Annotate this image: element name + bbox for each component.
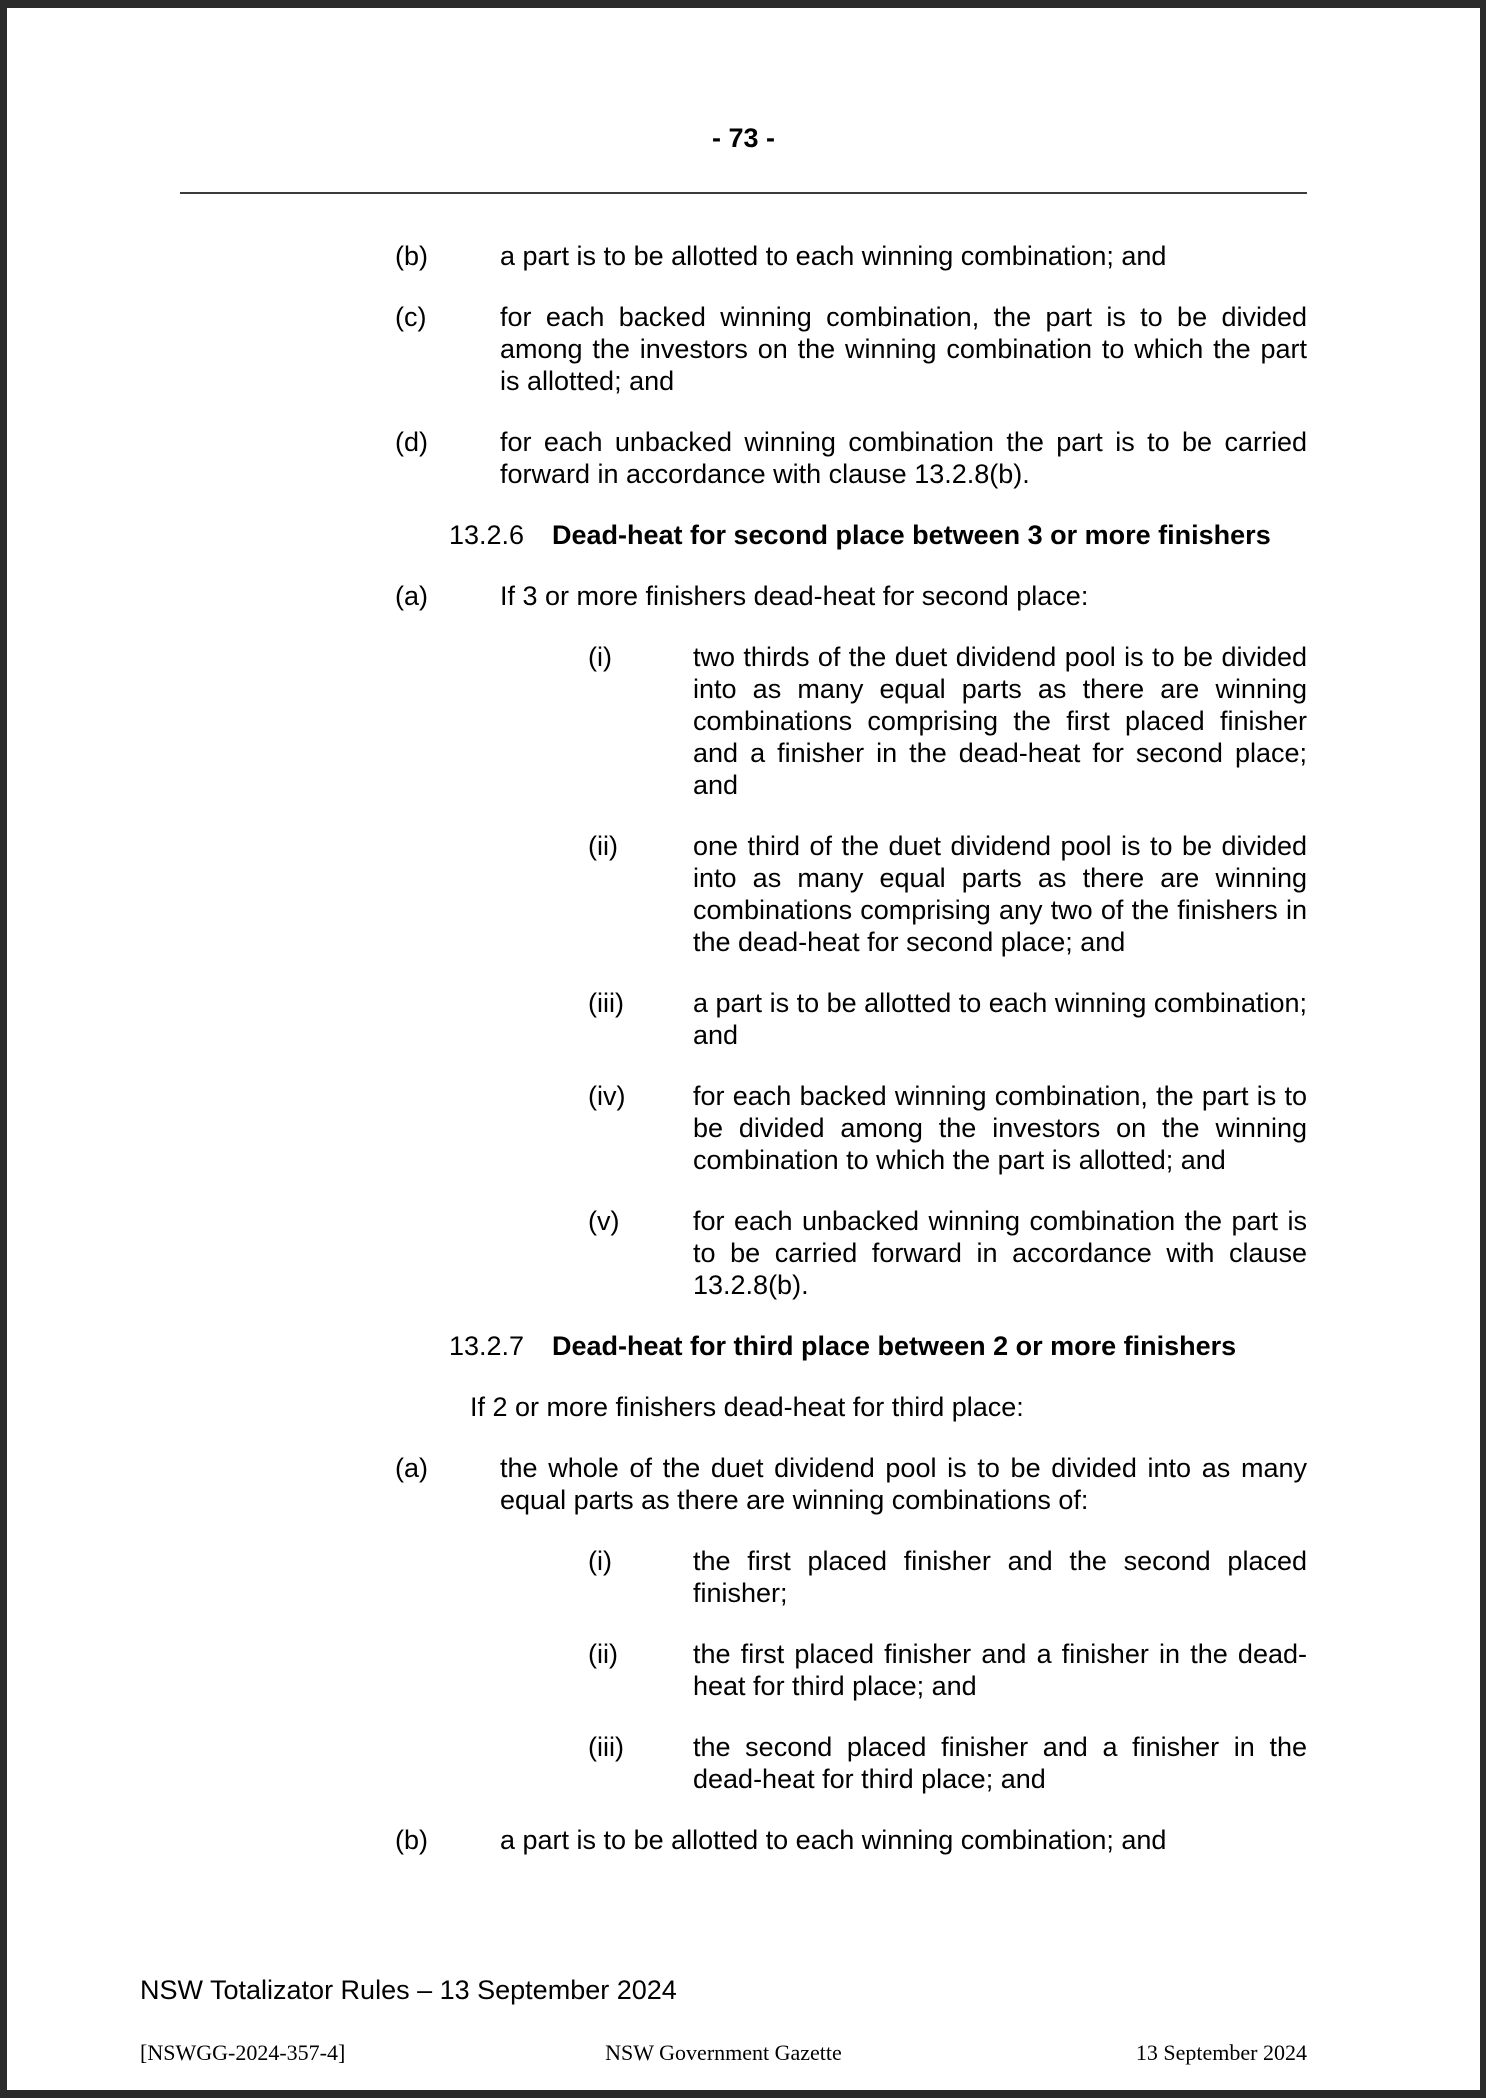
footer-reference: [NSWGG-2024-357-4]	[140, 2040, 346, 2065]
section-number: 13.2.7	[449, 1331, 525, 1361]
subclause-text: the first placed finisher and a finisher in the dead-heat for third place; and	[693, 1639, 1307, 1701]
subclause-label: (ii)	[588, 831, 618, 861]
footer-meta-row	[140, 2040, 1307, 2066]
subclause-label: (i)	[588, 642, 612, 672]
clause-text: for each unbacked winning combination the part is to be carried forward in accordance with clause 13.2.8(b).	[500, 427, 1307, 489]
footer-date: 13 September 2024	[1135, 2040, 1307, 2065]
section-number: 13.2.6	[449, 520, 525, 550]
header-rule	[180, 192, 1307, 194]
subclause-text: for each unbacked winning combination the part is to be carried forward in accordance with clause 13.2.8(b).	[693, 1206, 1307, 1300]
document-page	[7, 8, 1480, 2090]
clause-item-d	[395, 426, 1307, 490]
subclause-text: a part is to be allotted to each winning combination; and	[693, 988, 1307, 1050]
subclause-text: for each backed winning combination, the part is to be divided among the investors on the winning combination to which the part is allotted; and	[693, 1081, 1307, 1175]
section-heading-13-2-7	[449, 1330, 1307, 1362]
clause-label: (b)	[395, 1825, 428, 1855]
subclause-item-i2	[588, 1545, 1307, 1609]
clause-text: a part is to be allotted to each winning combination; and	[500, 1825, 1167, 1855]
section-title: Dead-heat for third place between 2 or more finishers	[552, 1331, 1237, 1361]
subclause-item-ii	[588, 830, 1307, 958]
subclause-item-iv	[588, 1080, 1307, 1176]
clause-item-c	[395, 301, 1307, 397]
clause-item-b2	[395, 1824, 1307, 1856]
clause-text: for each backed winning combination, the part is to be divided among the investors on the winning combination to which the part is allotted; and	[500, 302, 1307, 396]
subclause-label: (i)	[588, 1546, 612, 1576]
subclause-item-ii2	[588, 1638, 1307, 1702]
clause-label: (a)	[395, 581, 428, 611]
footer-document-title: NSW Totalizator Rules – 13 September 2024	[140, 1975, 677, 2005]
subclause-item-v	[588, 1205, 1307, 1301]
subclause-item-iii2	[588, 1731, 1307, 1795]
subclause-item-iii	[588, 987, 1307, 1051]
subclause-label: (iii)	[588, 1732, 624, 1762]
subclause-label: (ii)	[588, 1639, 618, 1669]
clause-label: (a)	[395, 1453, 428, 1483]
subclause-text: two thirds of the duet dividend pool is to be divided into as many equal parts as there are winning combinations comprising the first placed finisher and a finisher in the dead-heat for second place; and	[693, 642, 1307, 800]
clause-text: the whole of the duet dividend pool is to be divided into as many equal parts as there are winning combinations of:	[500, 1453, 1307, 1515]
clause-label: (d)	[395, 427, 428, 457]
subclause-item-i	[588, 641, 1307, 801]
clause-item-a	[395, 580, 1307, 612]
section-heading-13-2-6	[449, 519, 1307, 551]
subclause-text: one third of the duet dividend pool is to be divided into as many equal parts as there are winning combinations comprising any two of the finishers in the dead-heat for second place; and	[693, 831, 1307, 957]
subclause-label: (iii)	[588, 988, 624, 1018]
subclause-label: (v)	[588, 1206, 620, 1236]
section-title: Dead-heat for second place between 3 or more finishers	[552, 520, 1271, 550]
clause-text: If 3 or more finishers dead-heat for second place:	[500, 581, 1089, 611]
subclause-text: the second placed finisher and a finisher in the dead-heat for third place; and	[693, 1732, 1307, 1794]
clause-item-b	[395, 240, 1307, 272]
clause-item-a2	[395, 1452, 1307, 1516]
intro-text: If 2 or more finishers dead-heat for third place:	[470, 1392, 1024, 1422]
clause-text: a part is to be allotted to each winning combination; and	[500, 241, 1167, 271]
page-number: - 73 -	[711, 123, 776, 153]
subclause-text: the first placed finisher and the second placed finisher;	[693, 1546, 1307, 1608]
clause-label: (b)	[395, 241, 428, 271]
document-body	[7, 240, 1480, 1856]
subclause-label: (iv)	[588, 1081, 626, 1111]
clause-label: (c)	[395, 302, 427, 332]
footer-publication: NSW Government Gazette	[605, 2040, 842, 2065]
